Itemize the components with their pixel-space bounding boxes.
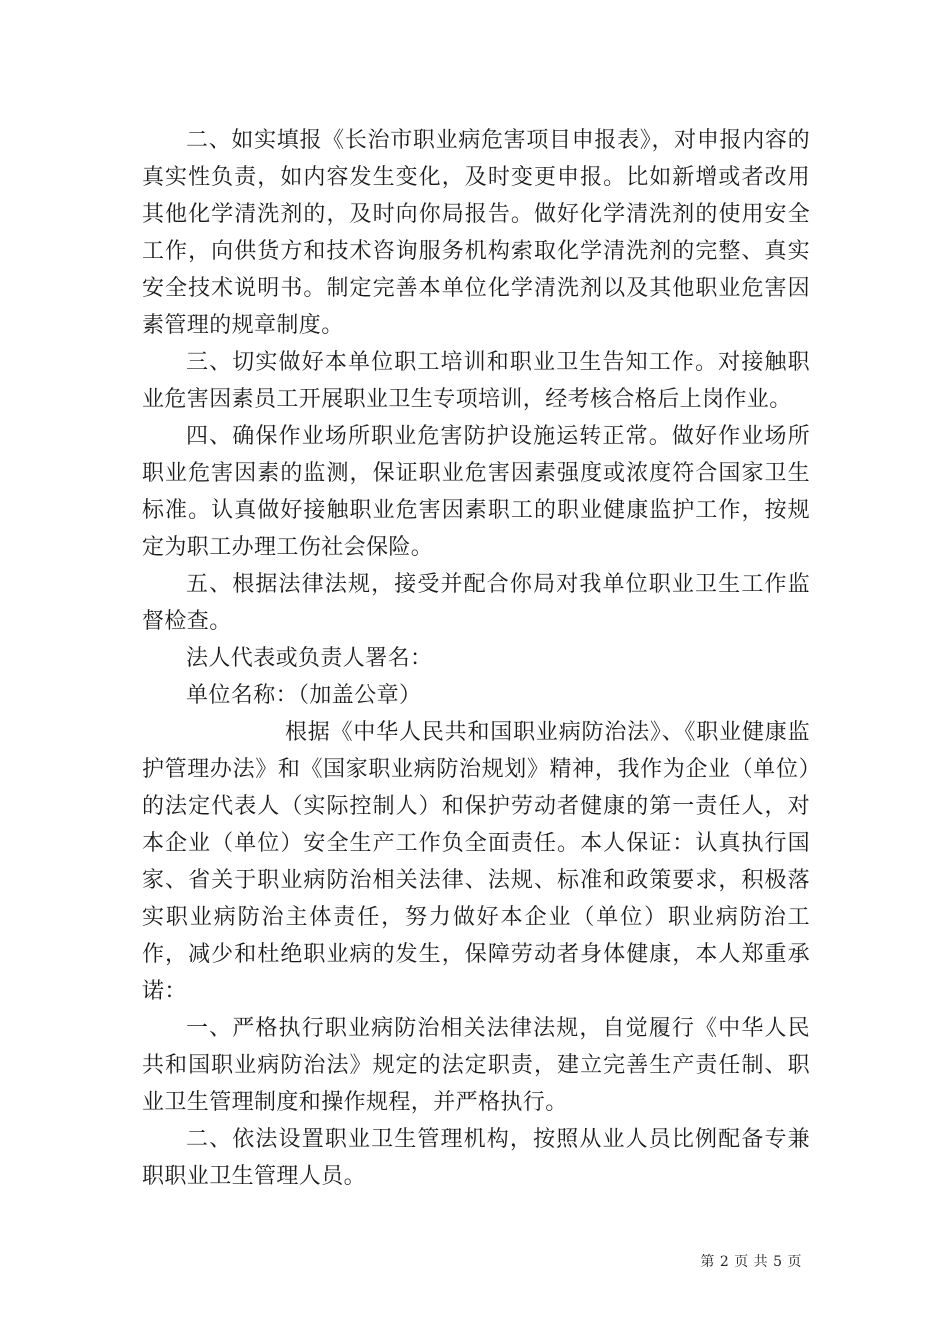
legal-representative-signature-line: 法人代表或负责人署名： bbox=[186, 646, 433, 671]
paragraph-supervision: 五、根据法律法规，接受并配合你局对我单位职业卫生工作监督检查。 bbox=[142, 572, 810, 634]
page-number-footer: 第 2 页 共 5 页 bbox=[700, 1254, 802, 1270]
paragraph-commitment-intro: 根据《中华人民共和国职业病防治法》、《职业健康监护管理办法》和《国家职业病防治规划》精神，我作为企业（单位）的法定代表人（实际控制人）和保护劳动者健康的第一责任人，对本企业（单位）安全生产工作负全面责任。本人保证：认真执行国家、省关于职业病防治相关法律、法规、标准和政策要求，积极落实职业病防治主体责任，努力做好本企业（单位）职业病防治工作，减少和杜绝职业病的发生，保障劳动者身体健康，本人郑重承诺： bbox=[142, 720, 810, 1004]
unit-name-seal-line: 单位名称：（加盖公章） bbox=[186, 683, 422, 708]
paragraph-commitment-two: 二、依法设置职业卫生管理机构，按照从业人员比例配备专兼职职业卫生管理人员。 bbox=[142, 1127, 810, 1189]
document-body bbox=[142, 122, 810, 1195]
paragraph-declare-report: 二、如实填报《长治市职业病危害项目申报表》，对申报内容的真实性负责，如内容发生变化，及时变更申报。比如新增或者改用其他化学清洗剂的，及时向你局报告。做好化学清洗剂的使用安全工作，向供货方和技术咨询服务机构索取化学清洗剂的完整、真实安全技术说明书。制定完善本单位化学清洗剂以及其他职业危害因素管理的规章制度。 bbox=[142, 128, 810, 338]
paragraph-protection-facilities: 四、确保作业场所职业危害防护设施运转正常。做好作业场所职业危害因素的监测，保证职业危害因素强度或浓度符合国家卫生标准。认真做好接触职业危害因素职工的职业健康监护工作，按规定为职工办理工伤社会保险。 bbox=[142, 424, 810, 560]
paragraph-commitment-one: 一、严格执行职业病防治相关法律法规，自觉履行《中华人民共和国职业病防治法》规定的法定职责，建立完善生产责任制、职业卫生管理制度和操作规程，并严格执行。 bbox=[142, 1016, 810, 1115]
paragraph-training: 三、切实做好本单位职工培训和职业卫生告知工作。对接触职业危害因素员工开展职业卫生专项培训，经考核合格后上岗作业。 bbox=[142, 350, 810, 412]
